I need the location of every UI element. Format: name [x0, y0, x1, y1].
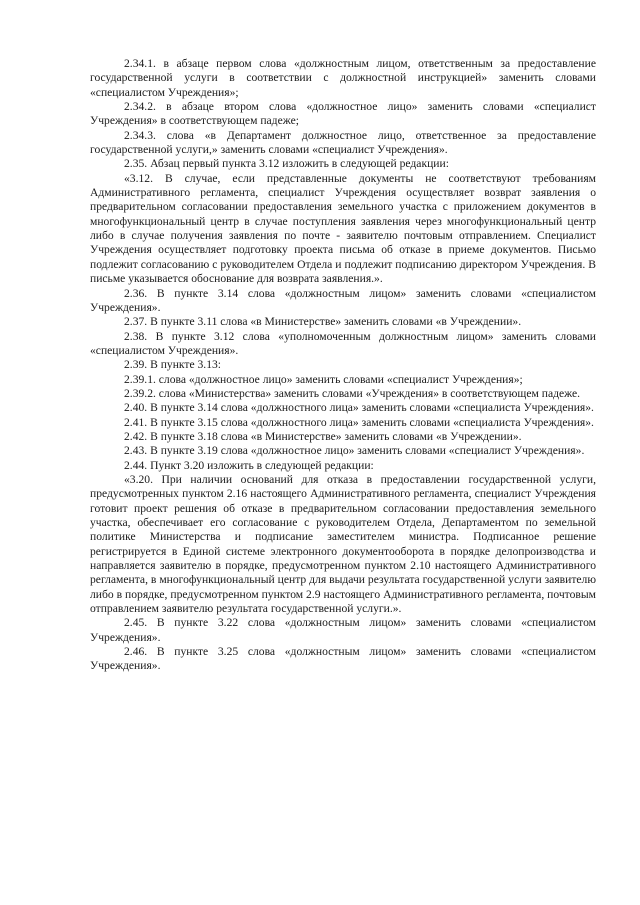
paragraph-2-37: 2.37. В пункте 3.11 слова «в Министерстве» заменить словами «в Учреждении».	[124, 315, 522, 329]
paragraph-3-12-quote: «3.12. В случае, если представленные документы не соответствуют требованиям Административного регламента, специалист Учреждения осуществляет возврат заявления о предварительном согласовании предоставления земельного участка с приложением документов в многофункциональный центр в случае поступления заявления через многофункциональный центр либо в случае получения заявления по почте - заявителю почтовым отправлением. Специалист Учреждения осуществляет подготовку проекта письма об отказе в приеме документов. Письмо подлежит согласованию с руководителем Отдела и подлежит подписанию директором Учреждения. В письме указывается обоснование для возврата заявления.».	[90, 171, 596, 286]
paragraph-2-34-2: 2.34.2. в абзаце втором слова «должностное лицо» заменить словами «специалист Учреждения» в соответствующем падеже;	[90, 100, 596, 128]
paragraph-2-35: 2.35. Абзац первый пункта 3.12 изложить в следующей редакции:	[124, 157, 449, 171]
paragraph-2-42: 2.42. В пункте 3.18 слова «в Министерстве» заменить словами «в Учреждении».	[124, 429, 522, 443]
paragraph-2-40: 2.40. В пункте 3.14 слова «должностного лица» заменить словами «специалиста Учреждения».	[124, 401, 594, 415]
paragraph-2-39-2: 2.39.2. слова «Министерства» заменить словами «Учреждения» в соответствующем падеже.	[124, 386, 581, 400]
paragraph-2-38: 2.38. В пункте 3.12 слова «уполномоченным должностным лицом» заменить словами «специалистом Учреждения».	[90, 329, 596, 357]
paragraph-2-39-1: 2.39.1. слова «должностное лицо» заменить словами «специалист Учреждения»;	[124, 372, 523, 386]
paragraph-3-20-quote: «3.20. При наличии оснований для отказа в предоставлении государственной услуги, предусмотренных пунктом 2.16 настоящего Административного регламента, специалист Учреждения готовит проект решения об отказе в предварительном согласовании предоставления земельного участка, обеспечивает его согласование с руководителем Отдела, Департаментом по земельной политике Министерства и подписание заместителем министра. Подписанное решение регистрируется в Единой системе электронного документооборота в порядке делопроизводства и направляется заявителю в порядке, предусмотренном пунктом 2.10 настоящего Административного регламента, в многофункциональный центр для выдачи результата государственной услуги заявителю либо в порядке, предусмотренном пунктом 2.9 настоящего Административного регламента, почтовым отправлением заявителю результата государственной услуги.».	[90, 472, 596, 616]
paragraph-2-46: 2.46. В пункте 3.25 слова «должностным лицом» заменить словами «специалистом Учреждения».	[90, 645, 596, 673]
paragraph-2-41: 2.41. В пункте 3.15 слова «должностного лица» заменить словами «специалиста Учреждения».	[124, 415, 594, 429]
paragraph-2-45: 2.45. В пункте 3.22 слова «должностным лицом» заменить словами «специалистом Учреждения».	[90, 616, 596, 644]
paragraph-2-34-3: 2.34.3. слова «в Департамент должностное лицо, ответственное за предоставление государственной услуги,» заменить словами «специалист Учреждения».	[90, 128, 596, 157]
paragraph-2-34-1: 2.34.1. в абзаце первом слова «должностным лицом, ответственным за предоставление государственной услуги в соответствии с должностной инструкцией» заменить словами «специалистом Учреждения»;	[90, 57, 596, 99]
paragraph-2-36: 2.36. В пункте 3.14 слова «должностным лицом» заменить словами «специалистом Учреждения».	[90, 286, 596, 314]
paragraph-2-44: 2.44. Пункт 3.20 изложить в следующей редакции:	[124, 458, 374, 472]
paragraph-2-43: 2.43. В пункте 3.19 слова «должностное лицо» заменить словами «специалист Учреждения».	[124, 444, 585, 458]
document-body	[90, 57, 596, 674]
paragraph-2-39: 2.39. В пункте 3.13:	[124, 358, 222, 372]
